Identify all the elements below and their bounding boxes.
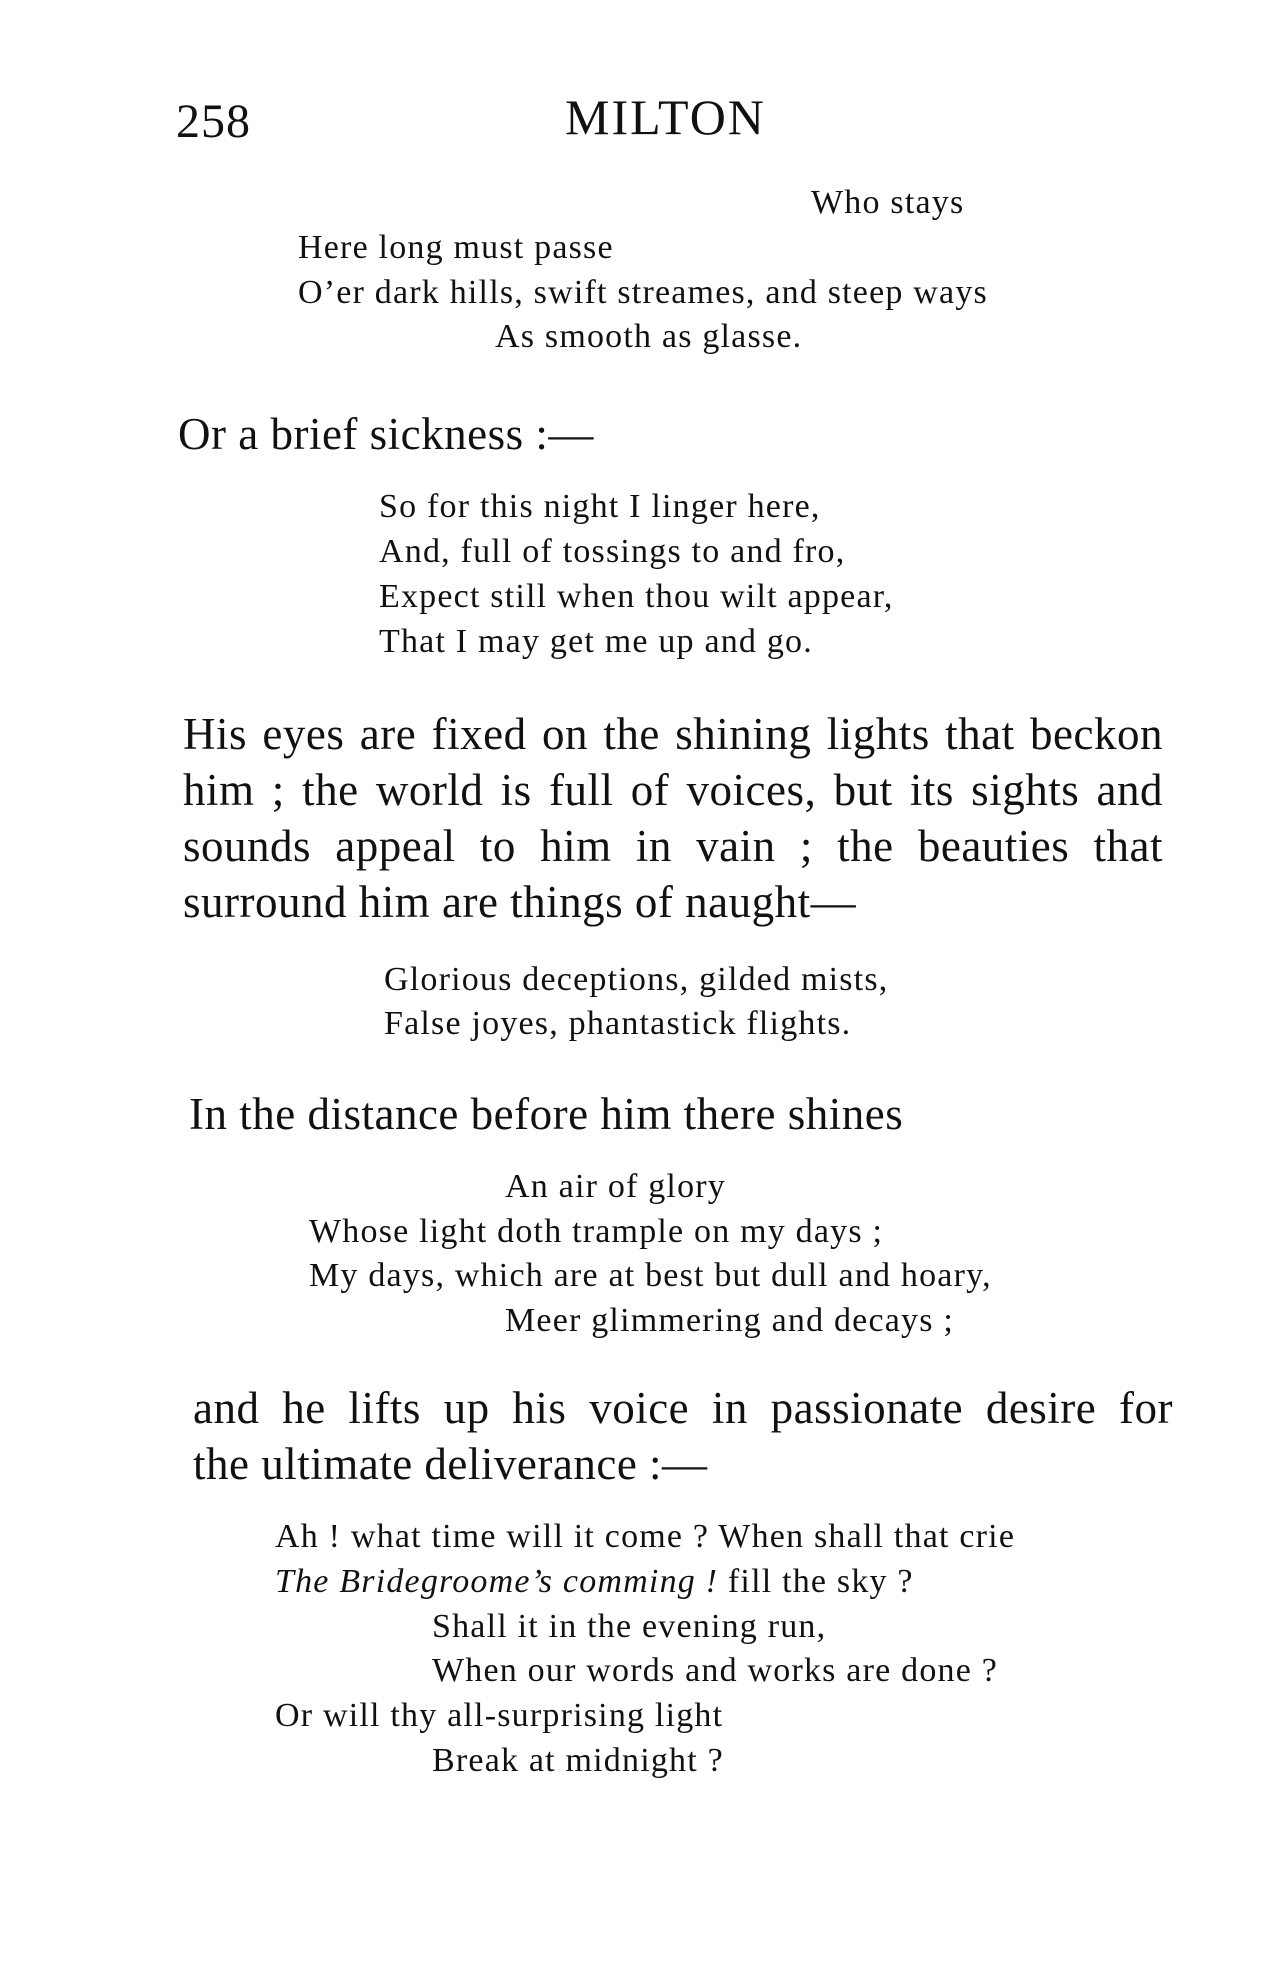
verse-line: When our words and works are done ?	[432, 1652, 998, 1689]
verse-line: Whose light doth trample on my days ;	[309, 1213, 884, 1250]
prose-line: him ; the world is full of voices, but its sights and	[183, 765, 1163, 815]
prose-line: His eyes are fixed on the shining lights that beckon	[183, 709, 1163, 759]
prose-line: the ultimate deliverance :—	[193, 1439, 708, 1489]
verse-line: That I may get me up and go.	[379, 623, 813, 660]
verse-line: False joyes, phantastick flights.	[384, 1005, 852, 1042]
verse-line: Ah ! what time will it come ? When shall that crie	[275, 1518, 1016, 1555]
verse-line: An air of glory	[505, 1168, 727, 1205]
verse-line: Expect still when thou wilt appear,	[379, 578, 894, 615]
prose-line: In the distance before him there shines	[189, 1089, 904, 1139]
verse-line: As smooth as glasse.	[495, 318, 803, 355]
prose-line: surround him are things of naught—	[183, 877, 857, 927]
prose-line: and he lifts up his voice in passionate desire for	[193, 1383, 1173, 1433]
verse-line: Glorious deceptions, gilded mists,	[384, 961, 889, 998]
verse-line: And, full of tossings to and fro,	[379, 533, 846, 570]
verse-line: My days, which are at best but dull and hoary,	[309, 1257, 992, 1294]
prose-line: sounds appeal to him in vain ; the beauties that	[183, 821, 1163, 871]
verse-line: Meer glimmering and decays ;	[505, 1302, 955, 1339]
verse-line: O’er dark hills, swift streames, and steep ways	[298, 274, 988, 311]
verse-line: Or will thy all-surprising light	[275, 1697, 724, 1734]
prose-line: Or a brief sickness :—	[178, 409, 594, 459]
verse-line	[275, 1563, 914, 1601]
verse-line: Shall it in the evening run,	[432, 1608, 827, 1645]
verse-line-rest: fill the sky ?	[718, 1563, 914, 1600]
verse-line: Who stays	[811, 184, 965, 221]
running-title: MILTON	[565, 89, 766, 145]
verse-line: Break at midnight ?	[432, 1742, 724, 1779]
italic-phrase: The Bridegroome’s comming !	[275, 1563, 719, 1600]
verse-line: So for this night I linger here,	[379, 488, 821, 525]
page-number: 258	[176, 95, 251, 148]
verse-line: Here long must passe	[298, 229, 614, 266]
